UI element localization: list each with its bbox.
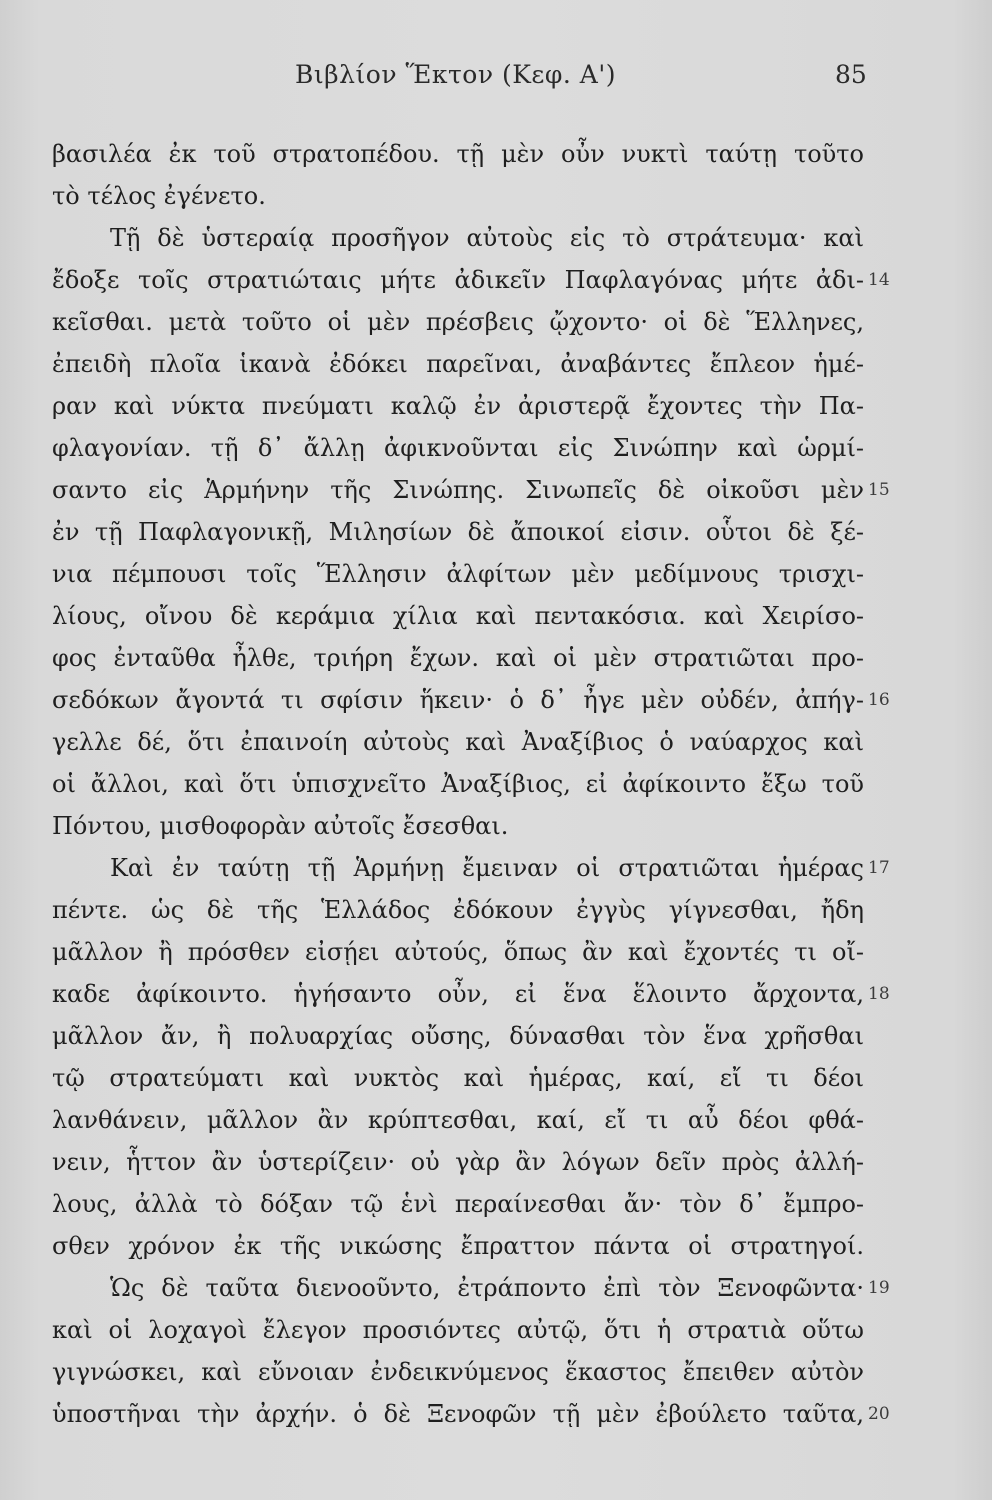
text-line bbox=[0, 133, 992, 175]
text-line bbox=[0, 553, 992, 595]
line-text: Καὶ ἐν ταύτῃ τῇ Ἁρμήνῃ ἔμειναν οἱ στρατιῶται ἡμέρας bbox=[110, 854, 864, 882]
section-number: 14 bbox=[868, 270, 890, 290]
section-number: 16 bbox=[868, 690, 890, 710]
text-line bbox=[0, 889, 992, 931]
line-text: ἐν τῇ Παφλαγονικῇ, Μιλησίων δὲ ἄποικοί εἰσιν. οὗτοι δὲ ξέ- bbox=[52, 518, 864, 546]
line-text: καὶ οἱ λοχαγοὶ ἔλεγον προσιόντες αὐτῷ, ὅτι ἡ στρατιὰ οὕτω bbox=[52, 1316, 864, 1344]
line-text: γιγνώσκει, καὶ εὔνοιαν ἐνδεικνύμενος ἕκαστος ἔπειθεν αὐτὸν bbox=[52, 1358, 864, 1386]
line-text: σεδόκων ἄγοντά τι σφίσιν ἥκειν· ὁ δ᾽ ἦγε μὲν οὐδέν, ἀπήγ- bbox=[52, 686, 864, 714]
text-line bbox=[0, 1267, 992, 1309]
main-text bbox=[0, 133, 992, 1435]
text-line bbox=[0, 385, 992, 427]
text-line bbox=[0, 973, 992, 1015]
running-head bbox=[0, 60, 992, 100]
line-text: ὑποστῆναι τὴν ἀρχήν. ὁ δὲ Ξενοφῶν τῇ μὲν ἐβούλετο ταῦτα, bbox=[52, 1400, 864, 1428]
line-text: καδε ἀφίκοιντο. ἡγήσαντο οὖν, εἰ ἕνα ἕλοιντο ἄρχοντα, bbox=[52, 980, 864, 1008]
section-number: 19 bbox=[868, 1278, 890, 1298]
text-line bbox=[0, 175, 992, 217]
text-line bbox=[0, 679, 992, 721]
line-text: μᾶλλον ἄν, ἢ πολυαρχίας οὔσης, δύνασθαι τὸν ἕνα χρῆσθαι bbox=[52, 1022, 864, 1050]
text-line bbox=[0, 1099, 992, 1141]
line-text: ἐπειδὴ πλοῖα ἱκανὰ ἐδόκει παρεῖναι, ἀναβάντες ἔπλεον ἡμέ- bbox=[52, 350, 864, 378]
line-text: λους, ἀλλὰ τὸ δόξαν τῷ ἑνὶ περαίνεσθαι ἄν· τὸν δ᾽ ἔμπρο- bbox=[52, 1190, 864, 1218]
text-line bbox=[0, 427, 992, 469]
text-line bbox=[0, 1393, 992, 1435]
text-line bbox=[0, 595, 992, 637]
text-line bbox=[0, 847, 992, 889]
text-line bbox=[0, 1225, 992, 1267]
section-number: 17 bbox=[868, 858, 890, 878]
line-text: σαντο εἰς Ἁρμήνην τῆς Σινώπης. Σινωπεῖς δὲ οἰκοῦσι μὲν bbox=[52, 476, 864, 504]
text-line bbox=[0, 1015, 992, 1057]
line-text: σθεν χρόνον ἐκ τῆς νικώσης ἔπραττον πάντα οἱ στρατηγοί. bbox=[52, 1232, 864, 1260]
line-text: Πόντου, μισθοφορὰν αὐτοῖς ἔσεσθαι. bbox=[52, 812, 509, 840]
text-line bbox=[0, 1309, 992, 1351]
line-text: γελλε δέ, ὅτι ἐπαινοίη αὐτοὺς καὶ Ἀναξίβιος ὁ ναύαρχος καὶ bbox=[52, 728, 864, 756]
line-text: ἔδοξε τοῖς στρατιώταις μήτε ἀδικεῖν Παφλαγόνας μήτε ἀδι- bbox=[52, 266, 864, 294]
section-number: 18 bbox=[868, 984, 890, 1004]
text-line bbox=[0, 931, 992, 973]
line-text: λίους, οἴνου δὲ κεράμια χίλια καὶ πεντακόσια. καὶ Χειρίσο- bbox=[52, 602, 864, 630]
text-line bbox=[0, 511, 992, 553]
line-text: τὸ τέλος ἐγένετο. bbox=[52, 182, 266, 210]
line-text: ραν καὶ νύκτα πνεύματι καλῷ ἐν ἀριστερᾷ ἔχοντες τὴν Πα- bbox=[52, 392, 864, 420]
line-text: φος ἐνταῦθα ἦλθε, τριήρη ἔχων. καὶ οἱ μὲν στρατιῶται προ- bbox=[52, 644, 864, 672]
text-line bbox=[0, 763, 992, 805]
line-text: τῷ στρατεύματι καὶ νυκτὸς καὶ ἡμέρας, καί, εἴ τι δέοι bbox=[52, 1064, 864, 1092]
page-number: 85 bbox=[835, 60, 867, 89]
line-text: νια πέμπουσι τοῖς Ἕλλησιν ἀλφίτων μὲν μεδίμνους τρισχι- bbox=[52, 560, 864, 588]
line-text: λανθάνειν, μᾶλλον ἂν κρύπτεσθαι, καί, εἴ τι αὖ δέοι φθά- bbox=[52, 1106, 864, 1134]
text-line bbox=[0, 1183, 992, 1225]
text-line bbox=[0, 1351, 992, 1393]
line-text: κεῖσθαι. μετὰ τοῦτο οἱ μὲν πρέσβεις ᾤχοντο· οἱ δὲ Ἕλληνες, bbox=[52, 308, 864, 336]
section-number: 20 bbox=[868, 1404, 890, 1424]
text-line bbox=[0, 217, 992, 259]
line-text: μᾶλλον ἢ πρόσθεν εἰσῄει αὐτούς, ὅπως ἂν καὶ ἔχοντές τι οἴ- bbox=[52, 938, 864, 966]
text-line bbox=[0, 343, 992, 385]
section-number: 15 bbox=[868, 480, 890, 500]
line-text: πέντε. ὡς δὲ τῆς Ἑλλάδος ἐδόκουν ἐγγὺς γίγνεσθαι, ἤδη bbox=[52, 896, 864, 924]
line-text: οἱ ἄλλοι, καὶ ὅτι ὑπισχνεῖτο Ἀναξίβιος, εἰ ἀφίκοιντο ἔξω τοῦ bbox=[52, 770, 864, 798]
running-title: Βιβλίον Ἕκτον (Κεφ. Α') bbox=[295, 60, 616, 89]
text-line bbox=[0, 805, 992, 847]
line-text: φλαγονίαν. τῇ δ᾽ ἄλλῃ ἀφικνοῦνται εἰς Σινώπην καὶ ὡρμί- bbox=[52, 434, 864, 462]
text-line bbox=[0, 259, 992, 301]
text-line bbox=[0, 637, 992, 679]
text-line bbox=[0, 1057, 992, 1099]
text-line bbox=[0, 301, 992, 343]
text-line bbox=[0, 1141, 992, 1183]
line-text: Τῇ δὲ ὑστεραίᾳ προσῆγον αὐτοὺς εἰς τὸ στράτευμα· καὶ bbox=[110, 224, 864, 252]
text-line bbox=[0, 721, 992, 763]
line-text: Ὡς δὲ ταῦτα διενοοῦντο, ἐτράποντο ἐπὶ τὸν Ξενοφῶντα· bbox=[110, 1274, 864, 1302]
text-line bbox=[0, 469, 992, 511]
line-text: νειν, ἧττον ἂν ὑστερίζειν· οὐ γὰρ ἂν λόγων δεῖν πρὸς ἀλλή- bbox=[52, 1148, 864, 1176]
line-text: βασιλέα ἐκ τοῦ στρατοπέδου. τῇ μὲν οὖν νυκτὶ ταύτῃ τοῦτο bbox=[52, 140, 864, 168]
